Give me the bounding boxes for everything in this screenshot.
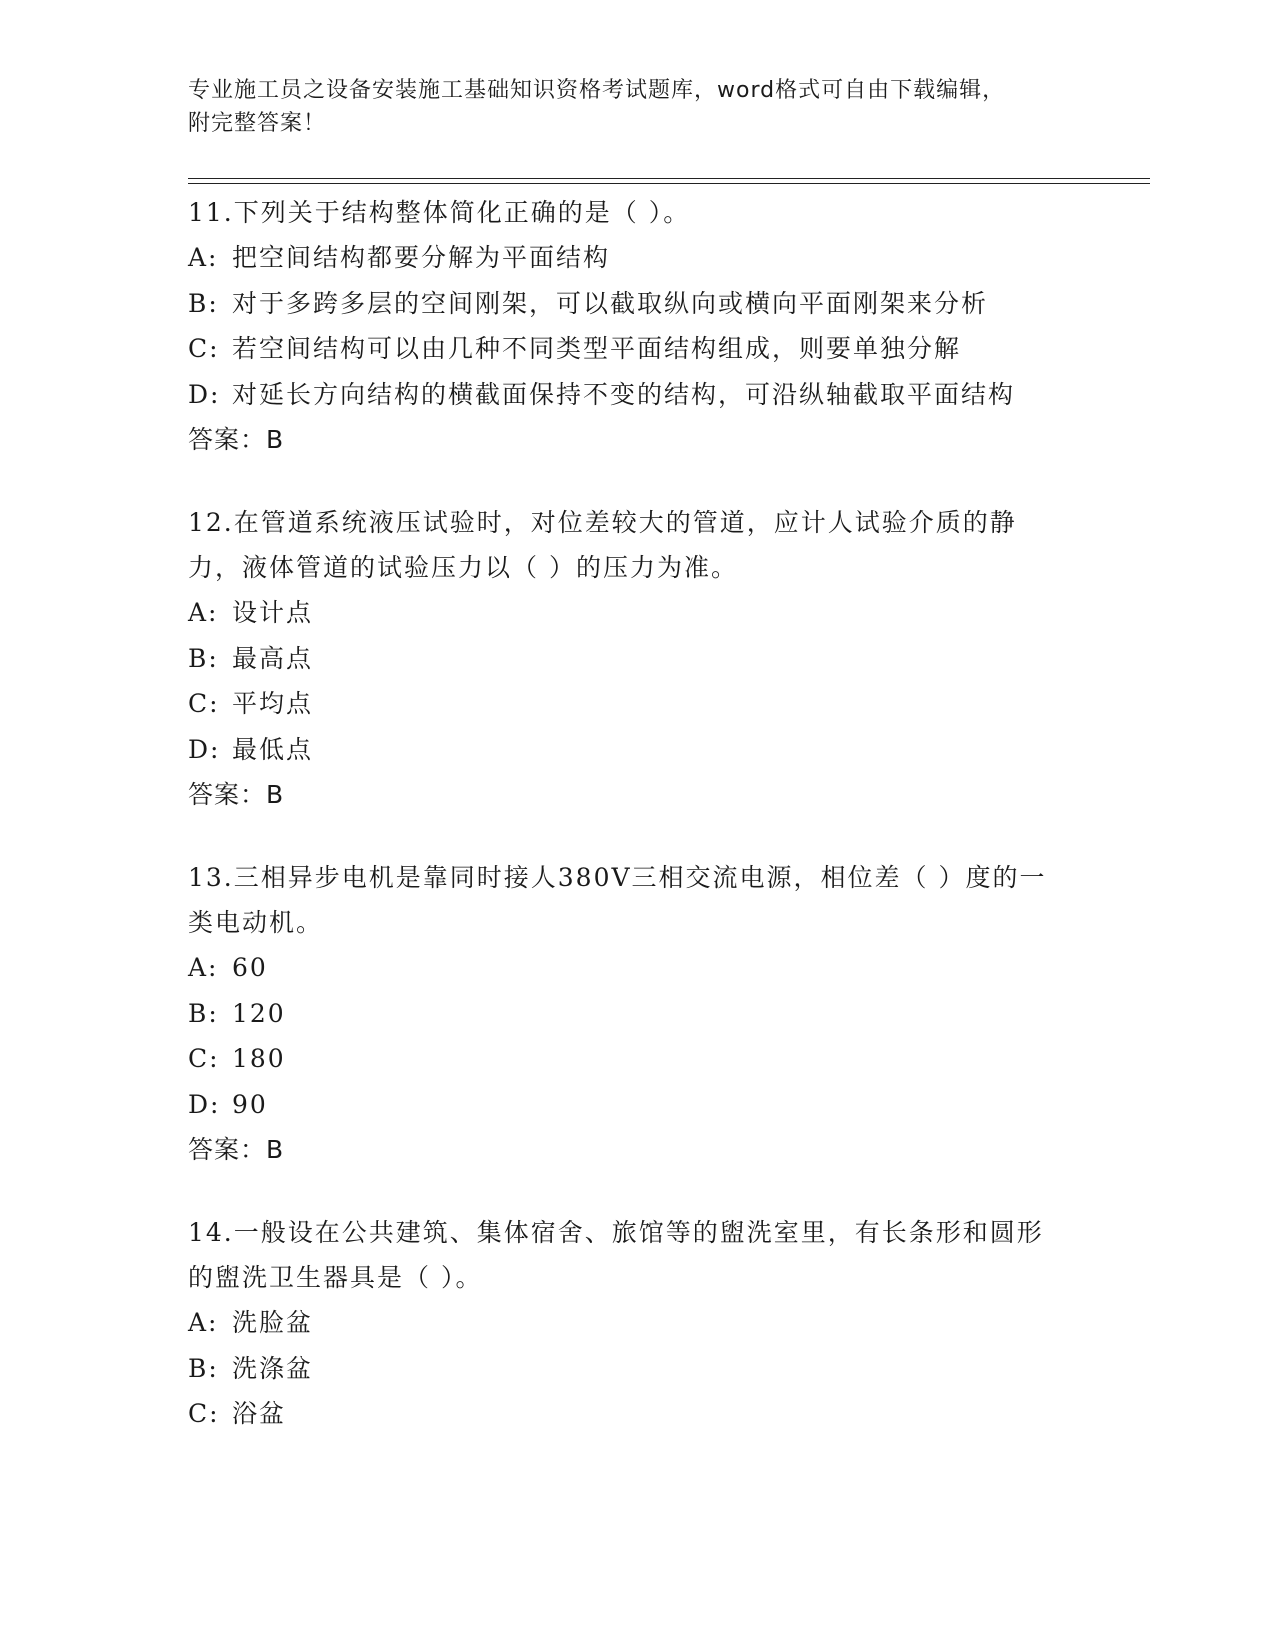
option-letter: A:: [188, 598, 219, 627]
option-c: [188, 326, 1068, 372]
option-letter: A:: [188, 953, 219, 982]
header-divider-top: [188, 178, 1150, 179]
option-letter: B:: [188, 1353, 219, 1383]
option-text: 60: [232, 953, 268, 982]
option-letter: D:: [188, 734, 221, 764]
option-b: [188, 281, 1068, 327]
question-stem: 14.一般设在公共建筑、集体宿舍、旅馆等的盥洗室里，有长条形和圆形的盥洗卫生器具是（ ）。: [188, 1218, 1044, 1292]
option-text: 90: [232, 1089, 268, 1119]
document-header: [188, 74, 1088, 140]
option-letter: B:: [188, 288, 219, 318]
option-text: 最高点: [232, 643, 314, 673]
option-letter: B:: [188, 998, 219, 1028]
question-stem: 12.在管道系统液压试验时，对位差较大的管道，应计人试验介质的静力，液体管道的试验压力以（ ）的压力为准。: [188, 508, 1017, 582]
option-c: [188, 1036, 1068, 1082]
option-letter: D:: [188, 379, 221, 409]
option-letter: C:: [188, 689, 220, 718]
question-list: [188, 190, 1068, 1474]
answer-line: 答案：B: [188, 780, 285, 809]
question-stem: 13.三相异步电机是靠同时接人380V三相交流电源，相位差（ ）度的一类电动机。: [188, 863, 1047, 937]
option-a: [188, 1300, 1068, 1346]
header-line-1: 专业施工员之设备安装施工基础知识资格考试题库，word格式可自由下载编辑，: [188, 78, 1006, 103]
option-text: 180: [232, 1044, 286, 1073]
option-letter: C:: [188, 334, 220, 363]
option-letter: C:: [188, 1399, 220, 1428]
question-14: [188, 1210, 1068, 1437]
option-text: 最低点: [232, 734, 314, 764]
answer-line: 答案：B: [188, 1135, 285, 1164]
option-text: 若空间结构可以由几种不同类型平面结构组成，则要单独分解: [232, 334, 962, 363]
option-a: [188, 235, 1068, 281]
option-text: 平均点: [232, 689, 314, 718]
option-text: 对延长方向结构的横截面保持不变的结构，可沿纵轴截取平面结构: [232, 379, 1016, 409]
option-d: [188, 727, 1068, 773]
option-text: 对于多跨多层的空间刚架，可以截取纵向或横向平面刚架来分析: [232, 288, 989, 318]
option-text: 把空间结构都要分解为平面结构: [232, 243, 611, 272]
option-text: 设计点: [232, 598, 314, 627]
option-letter: B:: [188, 643, 219, 673]
option-b: [188, 991, 1068, 1037]
option-c: [188, 681, 1068, 727]
option-text: 洗脸盆: [232, 1308, 314, 1337]
option-letter: D:: [188, 1089, 221, 1119]
question-11: [188, 190, 1068, 463]
header-line-2: 附完整答案！: [188, 111, 327, 136]
option-d: [188, 1082, 1068, 1128]
option-letter: A:: [188, 1308, 219, 1337]
option-a: [188, 945, 1068, 991]
option-a: [188, 590, 1068, 636]
question-12: [188, 500, 1068, 818]
option-c: [188, 1391, 1068, 1437]
option-text: 浴盆: [232, 1399, 287, 1428]
header-divider-bottom: [188, 183, 1150, 184]
option-letter: A:: [188, 243, 219, 272]
option-d: [188, 372, 1068, 418]
question-stem: 11.下列关于结构整体简化正确的是（ ）。: [188, 198, 691, 227]
question-13: [188, 855, 1068, 1173]
option-b: [188, 636, 1068, 682]
option-letter: C:: [188, 1044, 220, 1073]
option-text: 120: [232, 998, 286, 1028]
answer-line: 答案：B: [188, 425, 285, 454]
option-text: 洗涤盆: [232, 1353, 314, 1383]
option-b: [188, 1346, 1068, 1392]
